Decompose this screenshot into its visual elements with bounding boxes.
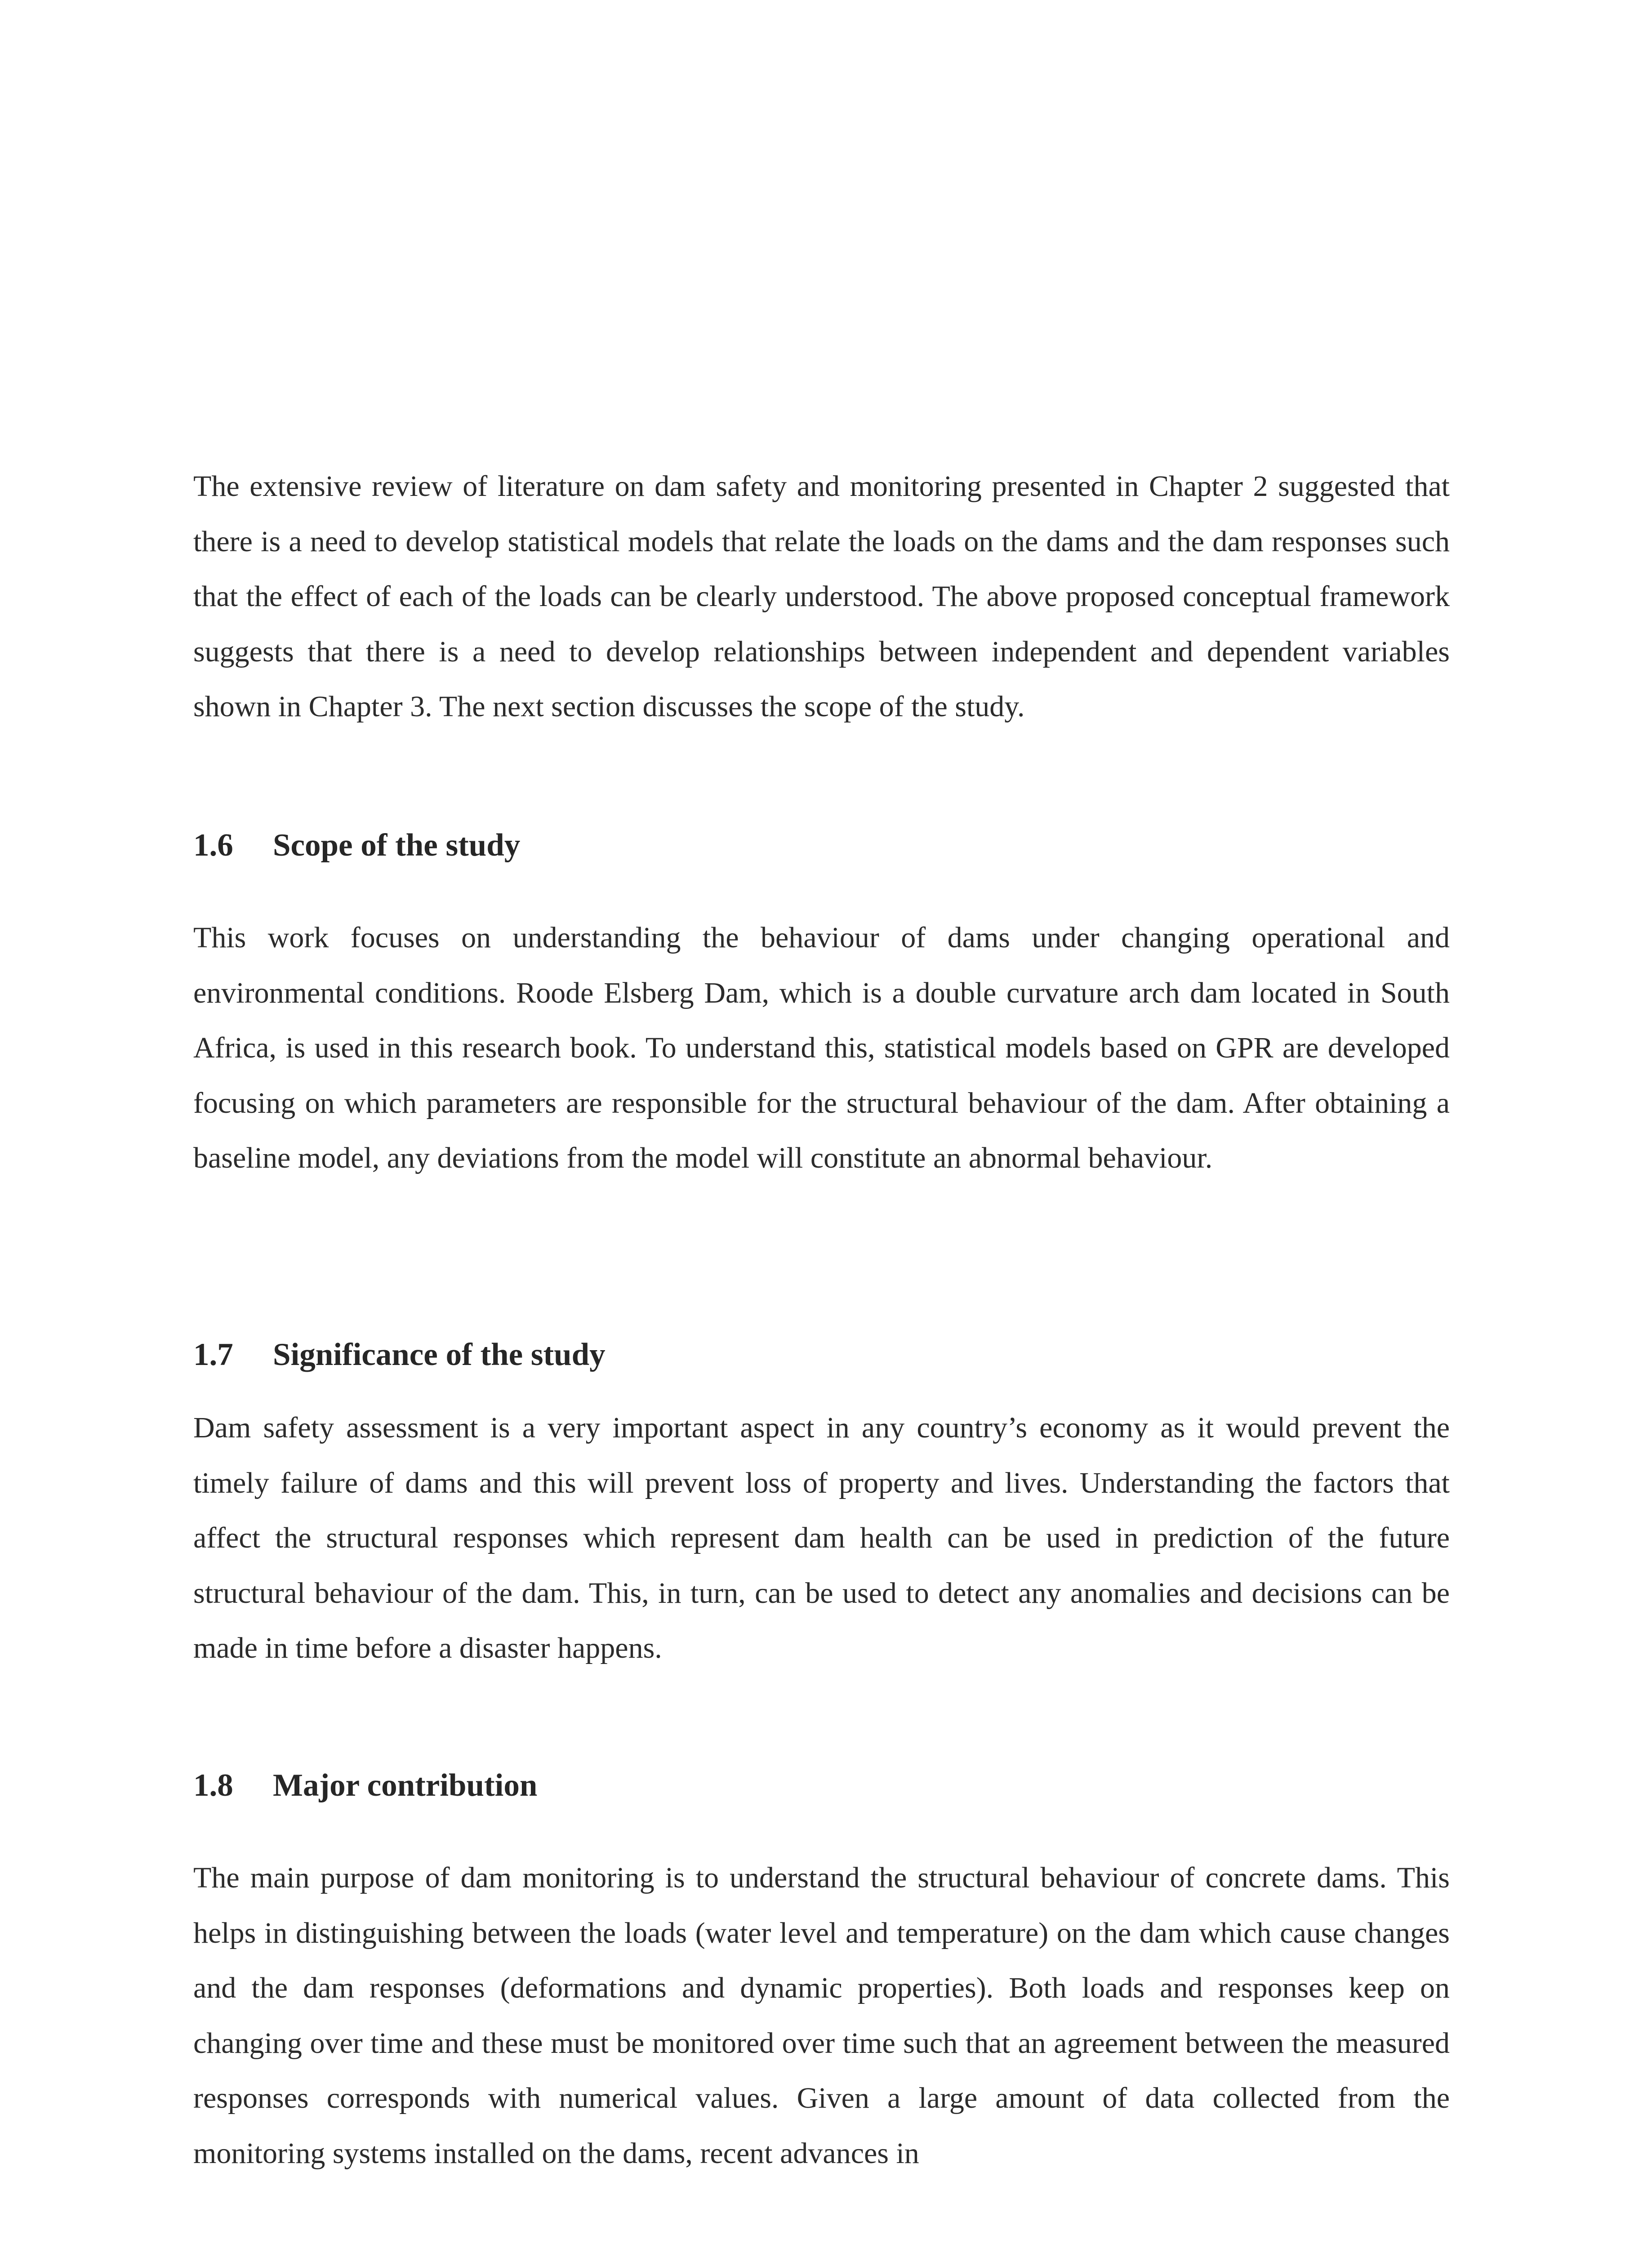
section-heading-scope (193, 823, 1450, 868)
section-title: Significance of the study (273, 1337, 606, 1372)
contribution-paragraph: The main purpose of dam monitoring is to understand the structural behaviour of concrete dams. This helps in distinguishing between the loads (water level and temperature) on the dam which cause changes and the dam responses (deformations and dynamic properties). Both loads and responses keep on changing over time and these must be monitored over time such that an agreement between the measured responses corresponds with numerical values. Given a large amount of data collected from the monitoring systems installed on the dams, recent advances in (193, 1861, 1450, 2170)
significance-paragraph: Dam safety assessment is a very important aspect in any country’s economy as it would prevent the timely failure of dams and this will prevent loss of property and lives. Understanding the factors that affect the structural responses which represent dam health can be used in prediction of the future structural behaviour of the dam. This, in turn, can be used to detect any anomalies and decisions can be made in time before a disaster happens. (193, 1411, 1450, 1664)
section-number: 1.8 (193, 1768, 233, 1803)
intro-paragraph: The extensive review of literature on dam safety and monitoring presented in Chapter 2 suggested that there is a need to develop statistical models that relate the loads on the dams and the dam responses such that the effect of each of the loads can be clearly understood. The above proposed conceptual framework suggests that there is a need to develop relationships between independent and dependent variables shown in Chapter 3. The next section discusses the scope of the study. (193, 470, 1450, 723)
section-number: 1.6 (193, 828, 233, 863)
section-heading-contribution (193, 1763, 1450, 1808)
section-title: Scope of the study (273, 828, 521, 863)
section-title: Major contribution (273, 1768, 538, 1803)
section-number: 1.7 (193, 1337, 233, 1372)
scope-paragraph: This work focuses on understanding the behaviour of dams under changing operational and environmental conditions. Roode Elsberg Dam, which is a double curvature arch dam located in South Africa, is used in this research book. To understand this, statistical models based on GPR are developed focusing on which parameters are responsible for the structural behaviour of the dam. After obtaining a baseline model, any deviations from the model will constitute an abnormal behaviour. (193, 921, 1450, 1174)
section-heading-significance (193, 1332, 1450, 1377)
